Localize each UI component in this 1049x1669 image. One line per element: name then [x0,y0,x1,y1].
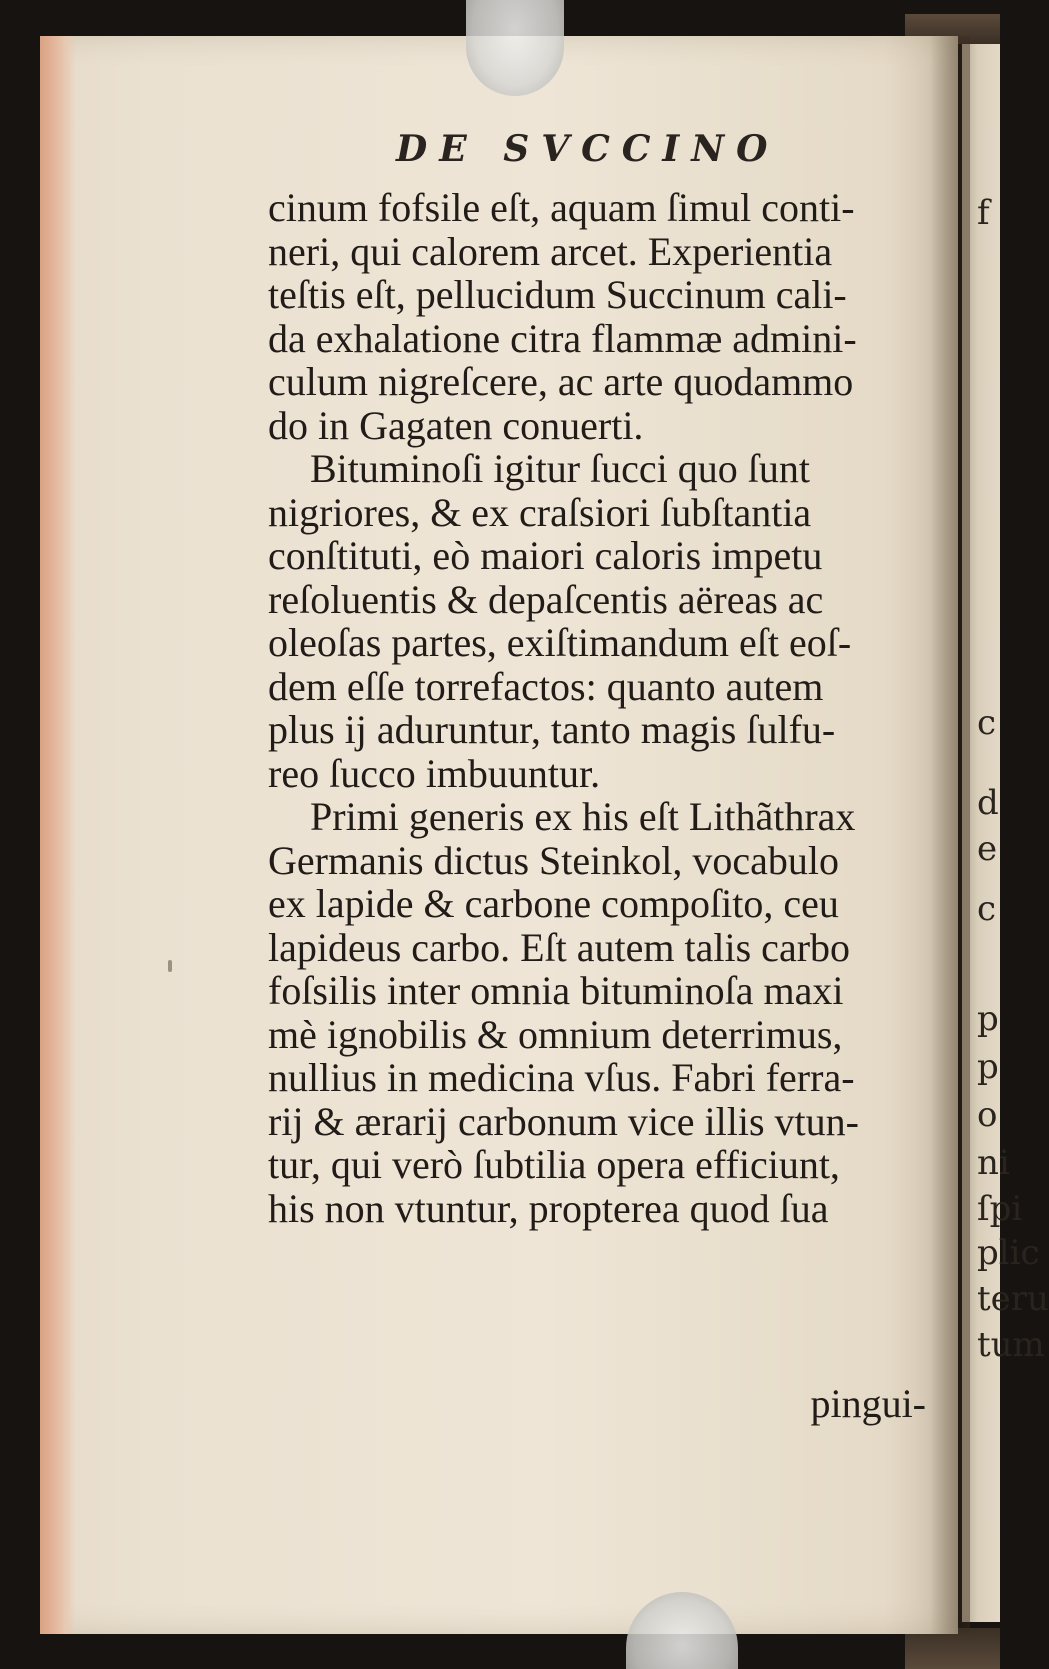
text-line: reſoluentis & depaſcentis aëreas ac [268,576,824,622]
text-line: reo ſucco imbuuntur. [268,750,601,796]
body-text [268,186,928,1230]
text-line: foſsilis inter omnia bituminoſa maxi [268,968,844,1013]
facing-fragment: ni [977,1143,1010,1183]
facing-fragment: f [977,193,990,233]
text-line: Germanis dictus Steinkol, vocabulo [268,837,840,883]
facing-fragment: ſpi [977,1189,1023,1229]
facing-fragment: c [977,703,997,743]
book-binding-bottom [905,1628,1000,1669]
ink-mark [168,960,172,972]
page-red-edge [40,36,76,1634]
facing-fragment: c [977,889,997,929]
facing-fragment: plic [977,1233,1040,1273]
text-line-paragraph-start: Primi generis ex his eſt Lithãthrax [310,794,856,839]
text-line: nigriores, & ex craſsiori ſubſtantia [268,489,812,535]
text-line: mè ignobilis & omnium deterrimus, [268,1011,843,1057]
text-line: neri, qui calorem arcet. Experientia [268,228,833,274]
text-line-paragraph-start: Bituminoſi igitur ſucci quo ſunt [310,446,810,491]
text-line: do in Gagaten conuerti. [268,402,644,448]
facing-fragment: teru [977,1279,1049,1319]
text-line: tur, qui verò ſubtilia opera efficiunt, [268,1142,840,1187]
text-line: teſtis eſt, pellucidum Succinum cali- [268,272,847,317]
glass-clip-top [466,0,564,96]
facing-fragment: tum [977,1325,1045,1365]
text-line: conſtituti, eò maiori caloris impetu [268,533,823,578]
text-line: lapideus carbo. Eſt autem talis carbo [268,924,851,970]
running-header: DE SVCCINO [396,128,780,170]
text-line: his non vtuntur, propterea quod ſua [268,1185,829,1231]
text-line: da exhalatione citra flammæ admini- [268,315,857,361]
text-line: nullius in medicina vſus. Fabri ferra- [268,1055,855,1100]
text-line: plus ij aduruntur, tanto magis ſulfu- [268,707,836,752]
text-line: cinum fofsile eſt, aquam ſimul conti- [268,185,855,230]
text-line: ex lapide & carbone compoſito, ceu [268,881,839,926]
text-line: culum nigreſcere, ac arte quodammo [268,359,854,404]
page-gutter-shadow [930,36,970,1634]
text-line: oleoſas partes, exiſtimandum eſt eoſ- [268,620,852,665]
catchword: pingui- [810,1381,926,1426]
text-line: rij & ærarij carbonum vice illis vtun- [268,1098,859,1144]
facing-fragment: o [977,1095,998,1135]
facing-fragment: e [977,829,998,869]
facing-fragment: d [977,783,999,823]
text-line: dem eſſe torrefactos: quanto autem [268,663,824,709]
facing-fragment: p [977,999,999,1039]
facing-fragment: p [977,1047,999,1087]
